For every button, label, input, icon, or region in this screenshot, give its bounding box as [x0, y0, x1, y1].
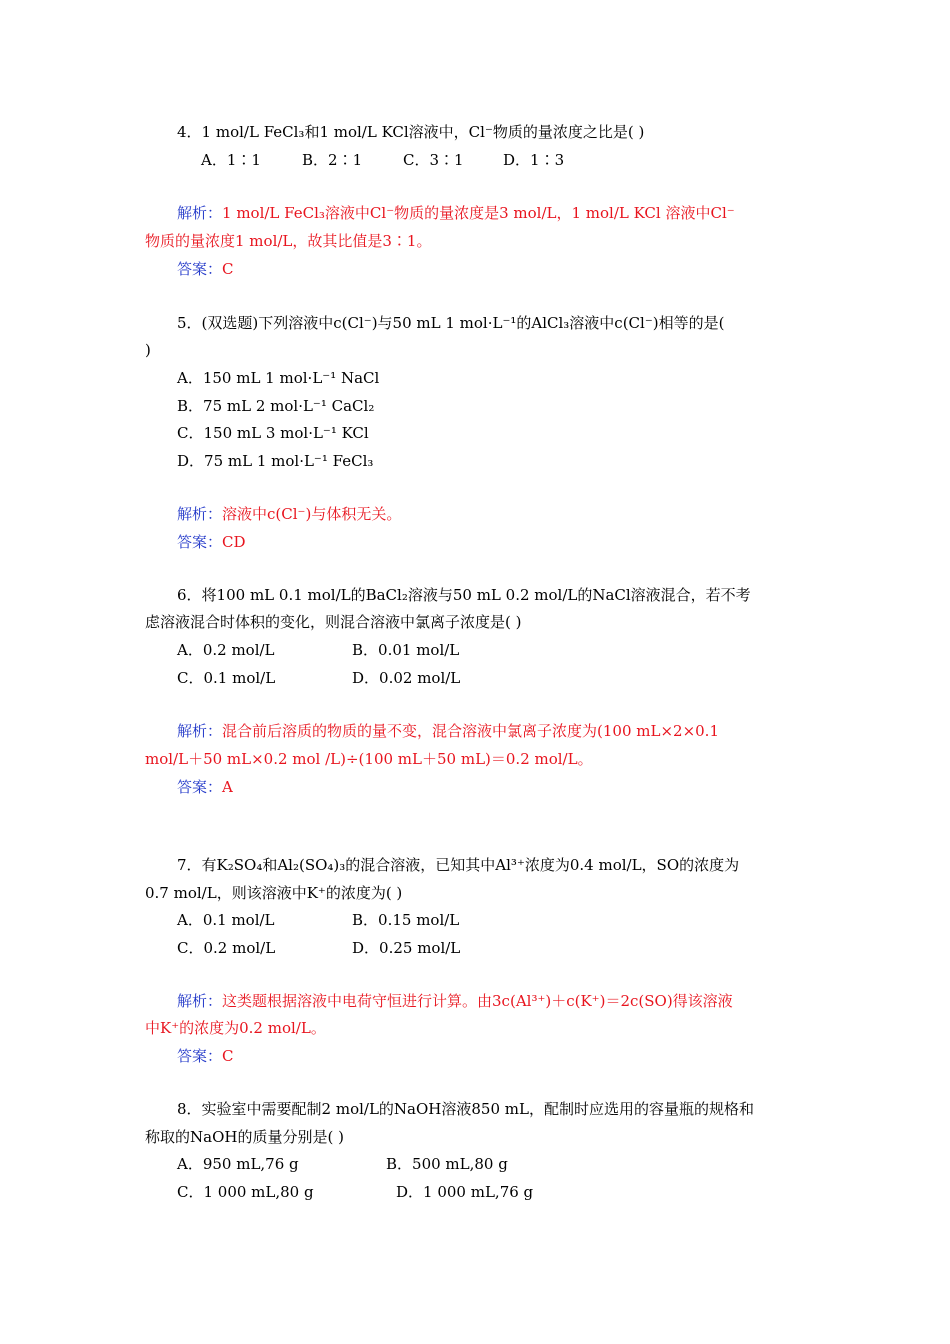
q4-option-b: B．2∶1	[302, 151, 363, 169]
q5-option-b: B．75 mL 2 mol·L⁻¹ CaCl₂	[177, 397, 375, 415]
q4-analysis-line1	[177, 202, 807, 224]
answer-label: 答案：	[177, 533, 223, 551]
q8-option-a: A．950 mL,76 g	[177, 1155, 299, 1173]
q4-analysis-text: 1 mol/L FeCl₃溶液中Cl⁻物质的量浓度是3 mol/L，1 mol/L KCl 溶液中Cl⁻	[222, 204, 735, 222]
q5-stem-line1: 5．(双选题)下列溶液中c(Cl⁻)与50 mL 1 mol·L⁻¹的AlCl₃溶液中c(Cl⁻)相等的是(	[177, 314, 725, 332]
q6-stem-line2: 虑溶液混合时体积的变化，则混合溶液中氯离子浓度是( )	[145, 613, 522, 631]
q4-answer	[177, 258, 847, 280]
q4-option-a: A．1∶1	[201, 151, 261, 169]
analysis-label: 解析：	[177, 204, 223, 222]
analysis-label: 解析：	[177, 505, 223, 523]
q5-analysis-line1	[177, 503, 847, 525]
answer-label: 答案：	[177, 260, 223, 278]
answer-label: 答案：	[177, 1047, 223, 1065]
q7-option-b: B．0.15 mol/L	[352, 911, 460, 929]
q8-option-b: B．500 mL,80 g	[386, 1155, 508, 1173]
q7-stem-line2: 0.7 mol/L，则该溶液中K⁺的浓度为( )	[145, 884, 403, 902]
q5-answer-value: CD	[222, 533, 246, 551]
q6-option-c: C．0.1 mol/L	[177, 669, 276, 687]
analysis-label: 解析：	[177, 992, 223, 1010]
q6-analysis-text: 混合前后溶质的物质的量不变，混合溶液中氯离子浓度为(100 mL×2×0.1	[222, 722, 719, 740]
q5-option-a: A．150 mL 1 mol·L⁻¹ NaCl	[177, 369, 380, 387]
q6-option-b: B．0.01 mol/L	[352, 641, 460, 659]
q8-stem-line2: 称取的NaOH的质量分别是( )	[145, 1128, 344, 1146]
q4-option-c: C．3∶1	[403, 151, 464, 169]
q6-option-a: A．0.2 mol/L	[177, 641, 275, 659]
q4-analysis-line2: 物质的量浓度1 mol/L，故其比值是3∶1。	[145, 232, 432, 250]
q8-option-d: D．1 000 mL,76 g	[396, 1183, 534, 1201]
q7-analysis-line1	[177, 990, 807, 1012]
q4-answer-value: C	[222, 260, 234, 278]
q7-option-c: C．0.2 mol/L	[177, 939, 276, 957]
q5-stem-line2: )	[145, 341, 151, 359]
q6-analysis-line1	[177, 720, 807, 742]
q7-option-d: D．0.25 mol/L	[352, 939, 461, 957]
q4-stem: 4．1 mol/L FeCl₃和1 mol/L KCl溶液中，Cl⁻物质的量浓度之比是( )	[177, 123, 645, 141]
q6-answer	[177, 776, 847, 798]
q5-answer	[177, 531, 847, 553]
q5-option-d: D．75 mL 1 mol·L⁻¹ FeCl₃	[177, 452, 374, 470]
answer-label: 答案：	[177, 778, 223, 796]
q7-analysis-line2: 中K⁺的浓度为0.2 mol/L。	[145, 1019, 326, 1037]
q6-answer-value: A	[222, 778, 233, 796]
analysis-label: 解析：	[177, 722, 223, 740]
q8-option-c: C．1 000 mL,80 g	[177, 1183, 314, 1201]
q6-stem-line1: 6．将100 mL 0.1 mol/L的BaCl₂溶液与50 mL 0.2 mol/L的NaCl溶液混合，若不考	[177, 586, 751, 604]
q7-answer-value: C	[222, 1047, 234, 1065]
q5-analysis-text: 溶液中c(Cl⁻)与体积无关。	[222, 505, 402, 523]
q7-stem-line1: 7．有K₂SO₄和Al₂(SO₄)₃的混合溶液，已知其中Al³⁺浓度为0.4 mol/L，SO的浓度为	[177, 856, 740, 874]
q7-analysis-text: 这类题根据溶液中电荷守恒进行计算。由3c(Al³⁺)＋c(K⁺)＝2c(SO)得该溶液	[222, 992, 733, 1010]
q7-answer	[177, 1045, 847, 1067]
q5-option-c: C．150 mL 3 mol·L⁻¹ KCl	[177, 424, 369, 442]
q4-option-d: D．1∶3	[503, 151, 565, 169]
q7-option-a: A．0.1 mol/L	[177, 911, 275, 929]
q8-stem-line1: 8．实验室中需要配制2 mol/L的NaOH溶液850 mL，配制时应选用的容量瓶的规格和	[177, 1100, 754, 1118]
q6-option-d: D．0.02 mol/L	[352, 669, 461, 687]
q6-analysis-line2: mol/L＋50 mL×0.2 mol /L)÷(100 mL＋50 mL)＝0.2 mol/L。	[145, 750, 593, 768]
